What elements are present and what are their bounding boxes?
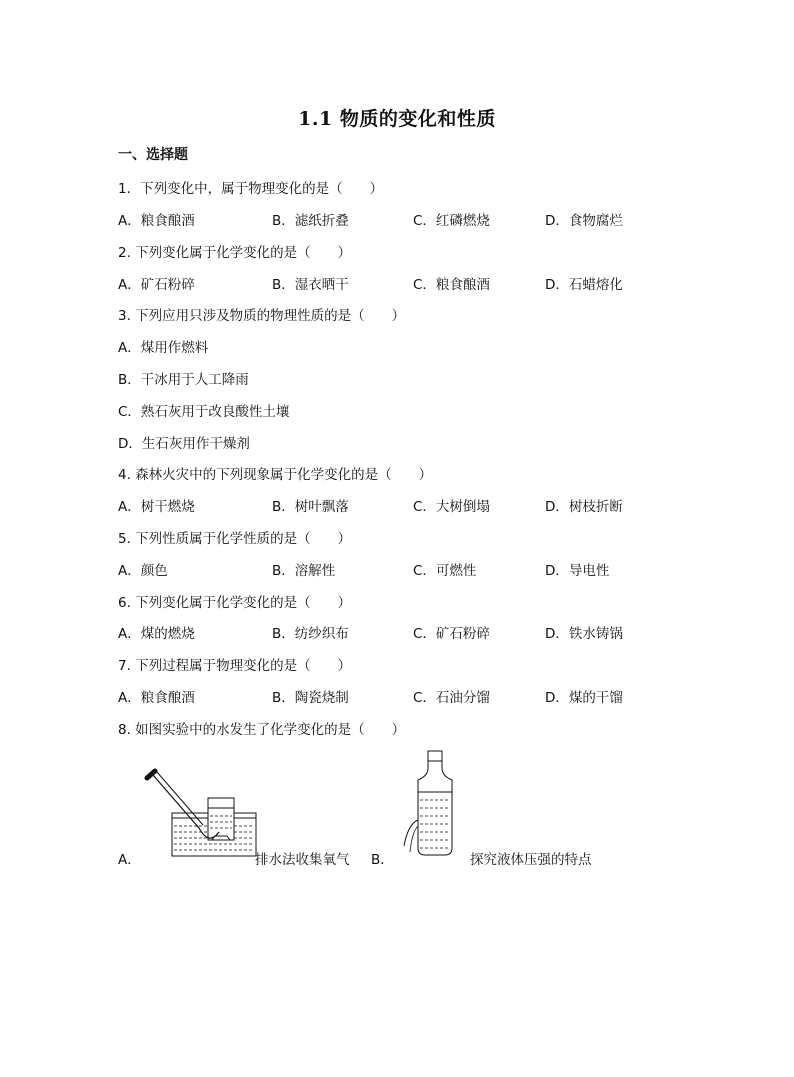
question-4-option-d[interactable]: D．树枝折断 [545,499,623,515]
question-2-option-d[interactable]: D．石蜡熔化 [545,277,623,293]
question-3-option-d[interactable]: D．生石灰用作干燥剂 [118,436,250,452]
question-5-option-d[interactable]: D．导电性 [545,563,610,579]
question-2-option-c[interactable]: C．粮食酿酒 [413,277,490,293]
question-3-option-c[interactable]: C．熟石灰用于改良酸性土壤 [118,404,290,420]
question-1-option-c[interactable]: C．红磷燃烧 [413,213,490,229]
question-1-option-a[interactable]: A．粮食酿酒 [118,213,195,229]
question-6-option-a[interactable]: A．煤的燃烧 [118,626,195,642]
question-3-option-a[interactable]: A．煤用作燃料 [118,340,209,356]
question-5-option-c[interactable]: C．可燃性 [413,563,477,579]
question-2-options [118,273,678,293]
question-2-stem: 2. 下列变化属于化学变化的是（ ） [118,245,352,261]
question-5-option-b[interactable]: B．溶解性 [272,563,336,579]
question-7-option-c[interactable]: C．石油分馏 [413,690,490,706]
question-7-options [118,686,678,706]
question-6-options [118,622,678,642]
section-heading: 一、选择题 [118,147,188,163]
question-8-stem: 8. 如图实验中的水发生了化学变化的是（ ） [118,722,406,738]
question-7-stem: 7. 下列过程属于物理变化的是（ ） [118,658,352,674]
question-5-options [118,559,678,579]
question-4-stem: 4. 森林火灾中的下列现象属于化学变化的是（ ） [118,467,433,483]
question-1-options [118,209,678,229]
question-1-option-b[interactable]: B．滤纸折叠 [272,213,349,229]
question-2-option-b[interactable]: B．湿衣晒干 [272,277,349,293]
question-4-option-c[interactable]: C．大树倒塌 [413,499,490,515]
question-8-figure-a-caption: 排水法收集氧气 [255,852,350,868]
question-1-stem: 1．下列变化中，属于物理变化的是（ ） [118,181,384,197]
question-6-option-b[interactable]: B．纺纱织布 [272,626,349,642]
question-5-stem: 5. 下列性质属于化学性质的是（ ） [118,531,352,547]
question-8-figure-b-caption: 探究液体压强的特点 [470,852,592,868]
question-4-option-b[interactable]: B．树叶飘落 [272,499,349,515]
question-6-option-c[interactable]: C．矿石粉碎 [413,626,490,642]
liquid-pressure-figure [398,748,470,860]
question-4-options [118,495,678,515]
question-7-option-a[interactable]: A．粮食酿酒 [118,690,195,706]
question-3-stem: 3. 下列应用只涉及物质的物理性质的是（ ） [118,308,406,324]
page-title: 1.1 物质的变化和性质 [298,108,496,130]
question-2-option-a[interactable]: A．矿石粉碎 [118,277,195,293]
question-8-option-a-letter[interactable]: A． [118,852,141,868]
question-7-option-d[interactable]: D．煤的干馏 [545,690,623,706]
question-3-option-b[interactable]: B．干冰用于人工降雨 [118,372,249,388]
water-collection-figure [145,768,260,860]
question-4-option-a[interactable]: A．树干燃烧 [118,499,195,515]
question-6-stem: 6. 下列变化属于化学变化的是（ ） [118,595,352,611]
question-5-option-a[interactable]: A．颜色 [118,563,168,579]
question-7-option-b[interactable]: B．陶瓷烧制 [272,690,349,706]
question-1-option-d[interactable]: D．食物腐烂 [545,213,623,229]
question-8-option-b-letter[interactable]: B． [371,852,394,868]
question-6-option-d[interactable]: D．铁水铸锅 [545,626,623,642]
